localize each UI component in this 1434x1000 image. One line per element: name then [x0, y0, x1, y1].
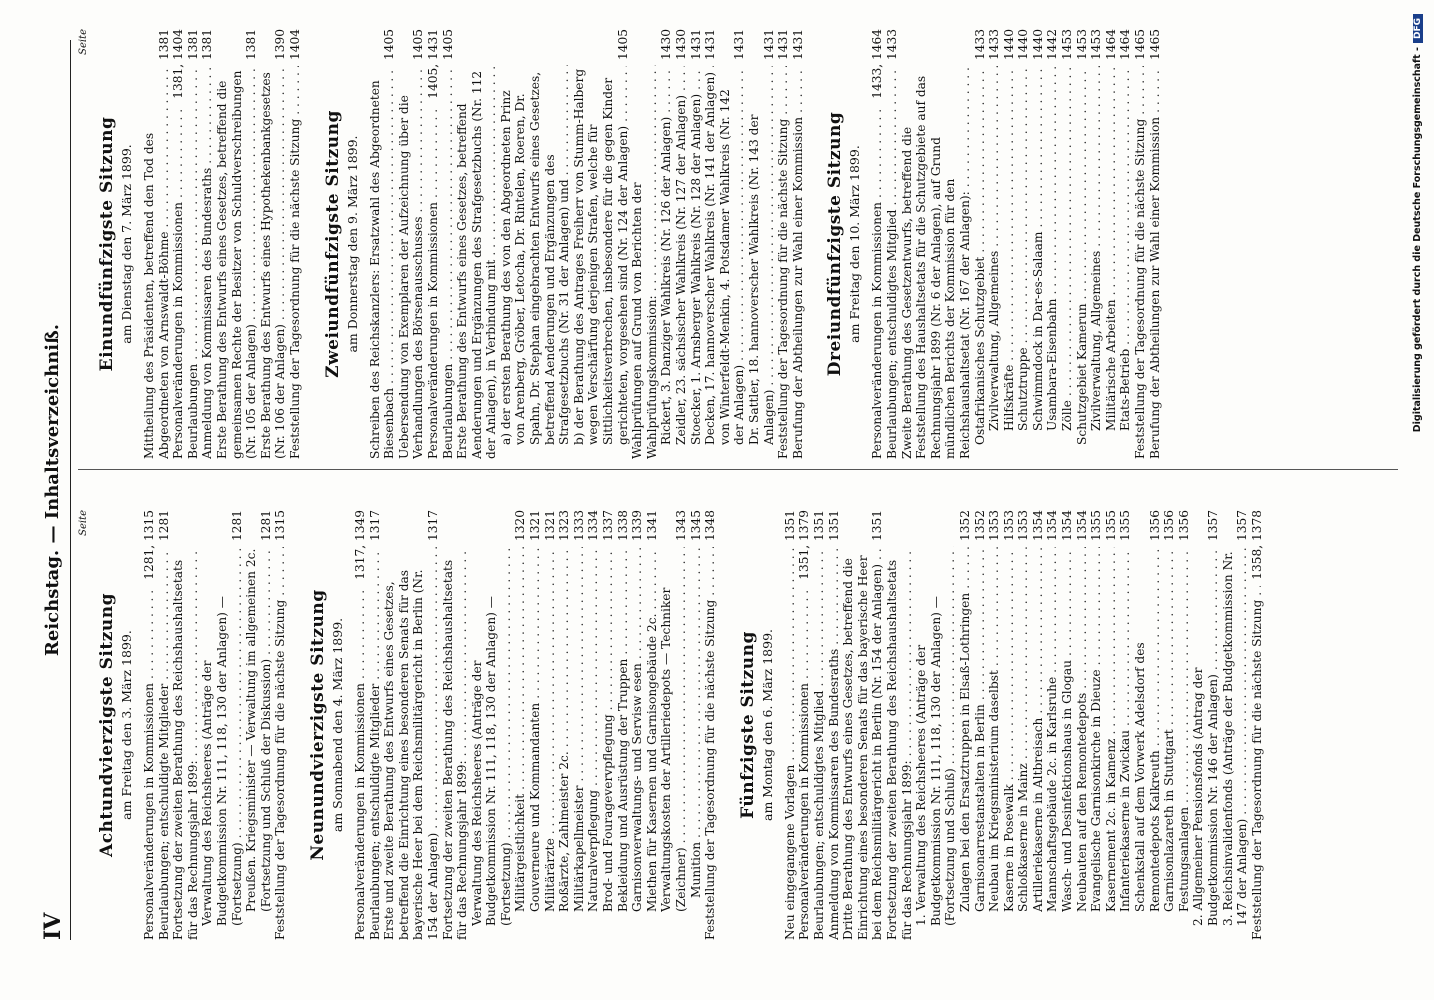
toc-entry-text: Hilfskräfte . . .	[1002, 66, 1017, 431]
toc-entry-text: Militärkapellmeister . . .	[572, 547, 587, 912]
toc-entry-text: 1. Verwaltung des Reichsheeres (Anträge der Budgetkommission Nr. 111, 118, 130 der Anlagen) — (Fortsetzung und Schluß) . . .	[914, 546, 958, 926]
left-sections	[97, 510, 1264, 940]
toc-entry	[200, 510, 244, 940]
toc-entry	[288, 29, 303, 459]
toc-entry-pages: 1355	[1118, 510, 1133, 542]
toc-entry-text: Zweite Berathung des Gesetzentwurfs, betreffend die Feststellung des Haushaltsetats für die Schutzgebiete auf das Rechnungsjahr 1899 (Nr. 6 der Anlagen), auf Grund mündlichen Berichts der Kommission für den Reichshaushaltsetat (Nr. 167 der Anlagen): . . .	[900, 65, 973, 459]
toc-entry	[1133, 510, 1162, 940]
toc-entry-text: b) der Berathung des Antrages Freiherr von Stumm-Halberg wegen Verschärfung derjenigen Strafen, welche für Sittlichkeitsverbrechen, insbesondere für die gegen Kinder gerichteten, vorgesehen sind (Nr. 124 der Anlagen) . . .	[572, 66, 630, 445]
toc-entry-pages: 1404	[287, 29, 302, 61]
toc-entry-text: Feststellung der Tagesordnung für die nächste Sitzung . . .	[1133, 66, 1148, 459]
session-title: Einundfünfzigste Sitzung	[97, 116, 117, 372]
toc-entry	[557, 510, 572, 940]
toc-entry-pages: 1390	[273, 29, 288, 61]
toc-entry	[703, 29, 718, 459]
toc-entry-text: Mittheilung des Präsidenten, betreffend den Tod des Abgeordneten von Arnswaldt-Böhme . . .	[142, 66, 171, 459]
toc-entry-text: Garnisonlazareth in Stuttgart . . .	[1162, 547, 1177, 912]
toc-entry-text: Evangelische Garnisonkirche in Dieuze . . .	[1089, 547, 1104, 912]
toc-entry	[718, 29, 747, 459]
session-title: Fünfzigste Sitzung	[737, 631, 758, 819]
toc-entry-pages: 1317	[367, 510, 382, 542]
toc-entry	[528, 510, 543, 940]
toc-entry-pages: 1357	[1235, 510, 1250, 542]
toc-entry	[616, 510, 631, 940]
toc-entry	[812, 510, 827, 940]
toc-entry	[455, 29, 499, 459]
toc-entry-pages: 1440	[1016, 29, 1031, 61]
toc-entry-pages: 1351	[826, 510, 841, 542]
toc-entry-text: Zivilverwaltung, Allgemeines . . .	[987, 66, 1002, 431]
toc-entry-text: Zulagen bei den Ersatztruppen in Elsaß-Lothringen . . .	[958, 547, 973, 912]
toc-entry-text: Personalveränderungen in Kommissionen . . .	[142, 586, 157, 940]
toc-entry-pages: 1353	[1016, 510, 1031, 542]
toc-entry-text: Munition . . .	[689, 547, 704, 898]
toc-entry-pages: 1355	[1103, 510, 1118, 542]
toc-entry-pages: 1453	[1089, 29, 1104, 61]
page-title: Reichstag. — Inhaltsverzeichniß.	[42, 323, 63, 657]
toc-entry-text: Neu eingegangene Vorlagen . . .	[783, 547, 798, 940]
toc-entry	[1045, 510, 1060, 940]
toc-entry	[973, 29, 988, 459]
toc-entry-text: Feststellung der Tagesordnung für die nächste Sitzung . . .	[1250, 586, 1265, 940]
toc-entry-text: Etats-Betrieb . . .	[1118, 66, 1133, 431]
toc-entry-text: Roßärzte, Zahlmeister 2c. . . .	[557, 547, 572, 912]
toc-entry-text: Dr. Sattler, 18. hannoverscher Wahlkreis (Nr. 143 der Anlagen) . . .	[747, 66, 776, 445]
toc-entry-text: Personalveränderungen in Kommissionen . . .	[797, 586, 812, 940]
toc-entry-pages: 1465	[1133, 29, 1148, 61]
toc-entry-text: Feststellung der Tagesordnung für die nächste Sitzung . . .	[288, 66, 303, 459]
toc-entry-pages: 1433	[987, 29, 1002, 61]
toc-entry-text: Beurlaubungen; entschuldigte Mitglieder . . .	[157, 547, 172, 940]
seite-label: Seite	[78, 29, 89, 55]
toc-entry-pages: 1281	[258, 510, 273, 542]
session-title: Zweiundfünfzigste Sitzung	[322, 110, 343, 378]
toc-entry-text: Beurlaubungen . . .	[186, 66, 201, 459]
toc-entry-text: Zölle . . .	[1060, 66, 1075, 431]
toc-entry	[1075, 510, 1090, 940]
toc-entry	[1060, 510, 1075, 940]
toc-entry	[470, 510, 514, 940]
toc-entry-text: Schenkstall auf dem Vorwerk Adelsdorf des Remontedepots Kalkreuth . . .	[1133, 547, 1162, 912]
toc-entry-pages: 1355	[1089, 510, 1104, 542]
toc-entry	[1016, 510, 1031, 940]
toc-entry	[215, 29, 259, 459]
session-section	[323, 29, 806, 459]
toc-entry-text: Beurlaubungen . . .	[441, 66, 456, 459]
toc-entry	[791, 29, 806, 459]
toc-entry-text: Beurlaubungen; entschuldigte Mitglieder . . .	[368, 547, 383, 940]
toc-entry	[1002, 29, 1017, 459]
toc-entry-pages: 1352	[972, 510, 987, 542]
toc-entry	[441, 29, 456, 459]
toc-entry-text: Schreiben des Reichskanzlers: Ersatzwahl des Abgeordneten Biesenbach . . .	[368, 66, 397, 459]
toc-entry	[1118, 510, 1133, 940]
session-date: am Montag den 6. März 1899.	[759, 629, 775, 821]
toc-entry-text: Beurlaubungen; entschuldigtes Mitglied . . .	[812, 547, 827, 940]
toc-entry	[186, 29, 201, 459]
toc-entry-pages: 1281	[156, 510, 171, 542]
toc-entry-text: Feststellung der Tagesordnung für die nächste Sitzung . . .	[273, 547, 288, 940]
toc-entry	[171, 510, 200, 940]
toc-entry-text: Usambara-Eisenbahn . . .	[1045, 66, 1060, 431]
toc-entry-text: Feststellung der Tagesordnung für die nächste Sitzung . . .	[776, 66, 791, 459]
toc-entry	[142, 510, 157, 940]
toc-entry-text: Militärgeistlichkeit . . .	[513, 547, 528, 912]
toc-entry	[1118, 29, 1133, 459]
toc-entry-text: Garnisonverwaltungs- und Servisw esen . . .	[630, 547, 645, 912]
toc-entry-pages: 1464	[1118, 29, 1133, 61]
toc-entry	[1031, 29, 1046, 459]
toc-entry-text: Personalveränderungen in Kommissionen . . .	[353, 586, 368, 940]
toc-entry-text: 2. Allgemeiner Pensionsfonds (Antrag der Budgetkommission Nr. 146 der Anlagen) . . .	[1191, 547, 1220, 926]
toc-entry-pages: 1358, 1378	[1249, 510, 1264, 580]
toc-entry-pages: 1453	[1074, 29, 1089, 61]
toc-entry-pages: 1431	[703, 29, 718, 61]
toc-entry-text: Erste Berathung des Entwurfs eines Gesetzes, betreffend Aenderungen und Ergänzungen des Strafgesetzbuchs (Nr. 112 der Anlagen), in Verbindung mit . . .	[455, 65, 499, 459]
toc-entry	[368, 29, 397, 459]
toc-entry	[630, 29, 659, 459]
toc-entry-text: Personalveränderungen in Kommissionen . . .	[171, 105, 186, 459]
toc-entry	[973, 510, 988, 940]
toc-entry-pages: 1353	[987, 510, 1002, 542]
toc-entry	[142, 29, 171, 459]
toc-entry-pages: 1351	[782, 510, 797, 542]
toc-entry-pages: 1405	[411, 29, 426, 61]
toc-entry-pages: 1356	[1176, 510, 1191, 542]
toc-entry-pages: 1431	[790, 29, 805, 61]
toc-entry-pages: 1321	[542, 510, 557, 542]
seite-label: Seite	[78, 510, 89, 536]
toc-entry-pages: 1357	[1206, 510, 1220, 542]
toc-entry-pages: 1281, 1315	[142, 510, 156, 580]
toc-entry-text: Militärärzte . . .	[543, 547, 558, 912]
toc-entry	[543, 510, 558, 940]
session-date: am Freitag den 3. März 1899.	[119, 630, 134, 820]
toc-entry	[747, 29, 776, 459]
toc-entry-text: Personalveränderungen in Kommissionen . . .	[426, 105, 441, 459]
toc-entry-text: Beurlaubungen; entschuldigtes Mitglied . . .	[885, 66, 900, 459]
toc-entry	[1104, 510, 1119, 940]
toc-entry	[958, 510, 973, 940]
toc-entry	[659, 29, 674, 459]
session-title: Achtundvierzigste Sitzung	[97, 593, 117, 857]
toc-entry-text: Gouverneure und Kommandanten . . .	[528, 547, 543, 912]
toc-entry	[499, 29, 572, 459]
toc-entry-pages: 1405, 1431	[425, 29, 440, 99]
toc-entry-pages: 1354	[1030, 510, 1045, 542]
toc-entry	[259, 29, 288, 459]
toc-entry-text: Zivilverwaltung, Allgemeines . . .	[1089, 66, 1104, 431]
toc-entry-text: Preußen. Kriegsminister — Verwaltung im allgemeinen 2c. (Fortsetzung und Schluß der Diskussion) . . .	[244, 547, 273, 912]
right-sections	[97, 29, 1162, 459]
toc-entry-pages: 1433	[884, 29, 899, 61]
session-section	[825, 29, 1162, 459]
toc-entry-text: Stoecker, 1. Arnsberger Wahlkreis (Nr. 128 der Anlagen) . . .	[689, 66, 704, 445]
toc-entry-pages: 1315	[273, 510, 288, 542]
toc-entry	[382, 510, 440, 940]
toc-entry-pages: 1351, 1379	[797, 510, 812, 580]
toc-entry-pages: 1405	[382, 29, 397, 61]
toc-entry	[645, 510, 660, 940]
toc-entry	[674, 29, 689, 459]
toc-entry-text: Zeidler, 23. sächsischer Wahlkreis (Nr. 127 der Anlagen) . . .	[674, 66, 689, 445]
toc-entry-text: Schutzgebiet Kamerun . . .	[1075, 66, 1090, 445]
toc-entry-pages: 1339	[630, 510, 645, 542]
toc-entry-pages: 1381	[244, 29, 259, 61]
toc-entry	[1016, 29, 1031, 459]
toc-entry-pages: 1351	[811, 510, 826, 542]
toc-entry	[914, 510, 958, 940]
toc-entry	[1162, 510, 1177, 940]
toc-entry-text: Infanteriekaserne in Zwickau . . .	[1118, 547, 1133, 912]
toc-entry	[1060, 29, 1075, 459]
toc-entry-text: Uebersendung von Exemplaren der Aufzeichnung über die Verhandlungen des Börsenausschusses . . .	[397, 66, 426, 459]
toc-entry-text: Feststellung der Tagesordnung für die nächste Sitzung . . .	[703, 547, 718, 940]
toc-entry	[1148, 29, 1163, 459]
toc-entry-text: Erste Berathung des Entwurfs eines Hypothekenbankgesetzes (Nr. 106 der Anlagen) . . .	[259, 66, 288, 459]
toc-entry-pages: 1352	[957, 510, 972, 542]
toc-entry-pages: 1430	[659, 29, 674, 61]
toc-entry-pages: 1405	[440, 29, 455, 61]
toc-entry-text: Rickert, 3. Danziger Wahlkreis (Nr. 126 der Anlagen) . . .	[659, 66, 674, 445]
toc-entry-pages: 1320	[513, 510, 528, 542]
toc-entry	[171, 29, 186, 459]
toc-entry-text: Fortsetzung der zweiten Berathung des Reichshaushaltsetats für das Rechnungsjahr 1899: . . .	[885, 546, 914, 940]
toc-entry	[586, 510, 601, 940]
toc-entry-pages: 1338	[615, 510, 630, 542]
session-section	[308, 510, 718, 940]
toc-entry-text: von Winterfeldt-Menkin, 4. Potsdamer Wahlkreis (Nr. 142 der Anlagen) . . .	[718, 66, 747, 445]
toc-entry-pages: 1323	[557, 510, 572, 542]
toc-entry-pages: 1354	[1045, 510, 1060, 542]
toc-entry-pages: 1334	[586, 510, 601, 542]
toc-entry-text: Fortsetzung der zweiten Berathung des Reichshaushaltsetats für das Rechnungsjahr 1899: . . .	[441, 546, 470, 940]
credit-text: Digitalisierung gefördert durch die Deutsche Forschungsgemeinschaft -	[1412, 47, 1423, 433]
toc-entry-text: Personalveränderungen in Kommissionen . . .	[870, 105, 885, 459]
toc-entry-pages: 1341	[644, 510, 659, 542]
toc-entry	[1133, 29, 1148, 459]
session-date: am Dienstag den 7. März 1899.	[119, 144, 134, 344]
toc-entry-pages: 1433	[972, 29, 987, 61]
toc-entry-pages: 1442	[1045, 29, 1060, 61]
toc-entry	[703, 510, 718, 940]
toc-entry	[572, 510, 587, 940]
session-section	[97, 510, 288, 940]
right-column	[78, 29, 1398, 470]
toc-entry-text: Miethen für Kasernen und Garnisongebäude 2c. . . .	[645, 547, 660, 912]
toc-entry	[1191, 510, 1220, 940]
dfg-logo: DFG	[1413, 14, 1423, 43]
toc-entry	[572, 29, 630, 459]
toc-entry-pages: 1348	[703, 510, 718, 542]
toc-entry-text: Kasernement 2c. in Kamenz . . .	[1104, 547, 1119, 912]
toc-entry-pages: 1431	[732, 29, 747, 61]
toc-entry-pages: 1356	[1162, 510, 1177, 542]
toc-entry-text: Festungsanlagen . . .	[1177, 547, 1192, 912]
toc-entry-pages: 1431	[761, 29, 776, 61]
session-section	[97, 29, 303, 459]
toc-entry	[659, 510, 688, 940]
toc-entry	[797, 510, 812, 940]
toc-entry	[353, 510, 368, 940]
toc-entry	[1002, 510, 1017, 940]
toc-entry	[244, 510, 273, 940]
toc-entry-pages: 1381	[185, 29, 200, 61]
toc-entry	[1089, 510, 1104, 940]
toc-entry-pages: 1440	[1030, 29, 1045, 61]
toc-entry	[441, 510, 470, 940]
toc-entry-pages: 1354	[1060, 510, 1075, 542]
toc-entry	[783, 510, 798, 940]
toc-entry-text: Schutztruppe . . .	[1016, 66, 1031, 431]
toc-entry	[900, 29, 973, 459]
toc-entry	[273, 510, 288, 940]
toc-entry-pages: 1465	[1147, 29, 1162, 61]
toc-entry-pages: 1431	[776, 29, 791, 61]
toc-entry-pages: 1281	[229, 510, 244, 542]
toc-entry-text: Schwimmdock in Dar-es-Salaam . . .	[1031, 66, 1046, 431]
toc-entry-pages: 1381	[200, 29, 215, 61]
toc-entry	[885, 29, 900, 459]
toc-entry-text: Berufung der Abtheilungen zur Wahl einer Kommission . . .	[1148, 66, 1163, 459]
toc-entry	[1177, 510, 1192, 940]
toc-entry-text: Anmeldung von Kommissaren des Bundesraths . . .	[827, 547, 842, 940]
toc-entry-text: Fortsetzung der zweiten Berathung des Reichshaushaltsetats für das Rechnungsjahr 1899: . . .	[171, 546, 200, 940]
toc-entry	[426, 29, 441, 459]
toc-entry-text: Erste und zweite Berathung des Entwurfs eines Gesetzes, betreffend die Einrichtung eines besonderen Senats für das bayerische Heer bei dem Reichsmilitärgericht in Berlin (Nr. 154 der Anlagen) . . .	[382, 547, 440, 940]
toc-entry-text: Neubau im Kriegsministerium daselbst . . .	[987, 547, 1002, 912]
toc-entry-text: Verwaltungskosten der Artilleriedepots — Techniker (Zeichner) . . .	[659, 547, 688, 912]
session-date: am Donnerstag den 9. März 1899.	[344, 135, 360, 353]
toc-entry	[987, 510, 1002, 940]
toc-entry	[827, 510, 842, 940]
toc-entry	[885, 510, 914, 940]
session-date: am Sonnabend den 4. März 1899.	[329, 617, 345, 833]
session-section	[738, 510, 1265, 940]
toc-entry	[689, 29, 704, 459]
toc-entry-text: 3. Reichsinvalidenfonds (Anträge der Budgetkommission Nr. 147 der Anlagen) . . .	[1221, 547, 1250, 926]
toc-entry-text: Naturalverpflegung . . .	[586, 547, 601, 912]
toc-entry-pages: 1381	[156, 29, 171, 61]
digitization-credit	[1412, 0, 1423, 1000]
toc-entry-pages: 1405	[615, 29, 630, 61]
toc-entry	[397, 29, 426, 459]
toc-entry	[776, 29, 791, 459]
toc-entry-pages: 1356	[1147, 510, 1162, 542]
toc-entry-pages: 1343	[674, 510, 688, 542]
toc-entry-text: Schloßkaserne in Mainz . . .	[1016, 547, 1031, 912]
toc-entry-text: Dritte Berathung des Entwurfs eines Gesetzes, betreffend die Einrichtung eines besonderen Senats für das bayerische Heer bei dem Reichsmilitärgericht in Berlin (Nr. 154 der Anlagen) . . .	[841, 547, 885, 940]
toc-entry-text: Artilleriekaserne in Altbreisach . . .	[1031, 547, 1046, 912]
toc-entry-text: Berufung der Abtheilungen zur Wahl einer Kommission . . .	[791, 66, 806, 459]
toc-entry-pages: 1321	[528, 510, 543, 542]
toc-entry-pages: 1353	[1001, 510, 1016, 542]
session-date: am Freitag den 10. März 1899.	[847, 145, 863, 343]
toc-entry-text: Brod- und Fouragevervpflegung . . .	[601, 547, 616, 912]
toc-entry-pages: 1317, 1349	[352, 510, 367, 580]
toc-entry	[513, 510, 528, 940]
page-number: IV	[40, 912, 66, 940]
toc-entry	[1089, 29, 1104, 459]
toc-entry	[841, 510, 885, 940]
toc-entry	[870, 29, 885, 459]
toc-entry-pages: 1351	[870, 510, 885, 542]
toc-entry-text: Verwaltung des Reichsheeres (Anträge der Budgetkommission Nr. 111, 118, 130 der Anlagen) — (Fortsetzung) . . .	[470, 546, 514, 926]
toc-entry	[601, 510, 616, 940]
toc-entry-text: Neubauten auf den Remontedepots . . .	[1075, 547, 1090, 912]
toc-entry	[987, 29, 1002, 459]
toc-entry	[1104, 29, 1119, 459]
toc-entry-text: Wahlprüfungen auf Grund von Berichten der Wahlprüfungskommission: . . .	[630, 65, 659, 459]
toc-entry-pages: 1431	[688, 29, 703, 61]
toc-entry	[157, 510, 172, 940]
toc-entry-text: Militärische Arbeiten . . .	[1104, 66, 1119, 431]
toc-entry-text: Kaserne in Posewalk . . .	[1002, 547, 1017, 912]
toc-entry	[630, 510, 645, 940]
toc-entry-pages: 1317	[425, 510, 440, 542]
toc-entry-pages: 1453	[1060, 29, 1075, 61]
toc-entry-text: Verwaltung des Reichsheeres (Anträge der Budgetkommission Nr. 111, 118, 130 der Anlagen) — (Fortsetzung) . . .	[200, 547, 244, 926]
toc-entry	[1075, 29, 1090, 459]
left-column	[78, 510, 1398, 940]
toc-entry-pages: 1354	[1074, 510, 1089, 542]
toc-entry-pages: 1440	[1001, 29, 1016, 61]
session-title: Neunundvierzigste Sitzung	[307, 589, 328, 861]
toc-entry	[1250, 510, 1265, 940]
toc-entry-pages: 1381, 1404	[171, 29, 186, 99]
toc-entry	[1031, 510, 1046, 940]
toc-entry-pages: 1430	[674, 29, 688, 61]
toc-entry-text: a) der ersten Berathung des von den Abgeordneten Prinz von Arenberg, Gröber, Letocha, Dr. Rintelen, Roeren, Dr. Spahn, Dr. Stephan eingebrachten Entwurfs eines Gesetzes, betreffend Aenderungen und Ergänzungen des Strafgesetzbuchs (Nr. 31 der Anlagen) und . . .	[499, 65, 572, 445]
toc-entry-text: Erste Berathung des Entwurfs eines Gesetzes, betreffend die gemeinsamen Rechte der Besitzer von Schuldverschreibungen (Nr. 105 der Anlagen) . . .	[215, 66, 259, 459]
toc-entry-pages: 1345	[688, 510, 703, 542]
toc-entry-text: Ostafrikanisches Schutzgebiet . . .	[973, 66, 988, 445]
toc-entry-pages: 1433, 1464	[870, 29, 885, 99]
page-header	[40, 40, 71, 940]
toc-entry	[689, 510, 704, 940]
toc-entry	[1045, 29, 1060, 459]
toc-entry	[1221, 510, 1250, 940]
toc-entry-text: Bekleidung und Ausrüstung der Truppen . . .	[616, 547, 631, 912]
toc-entry-text: Mannschaftsgebäude 2c. in Karlsruhe . . .	[1045, 547, 1060, 912]
toc-entry	[200, 29, 215, 459]
toc-entry-pages: 1337	[601, 510, 616, 542]
session-title: Dreiundfünfzigste Sitzung	[825, 111, 846, 377]
toc-entry-text: Wasch- und Desinfektionshaus in Glogau . . .	[1060, 547, 1075, 912]
toc-entry	[368, 510, 383, 940]
toc-entry-pages: 1333	[571, 510, 586, 542]
toc-entry-pages: 1464	[1103, 29, 1118, 61]
toc-entry-text: Garnisonarrestanstalten in Berlin . . .	[973, 547, 988, 912]
toc-entry-text: Anmeldung von Kommissaren des Bundesraths . . .	[200, 66, 215, 459]
toc-entry-text: Decken, 17. hannoverscher Wahlkreis (Nr. 141 der Anlagen) . . .	[703, 66, 718, 445]
